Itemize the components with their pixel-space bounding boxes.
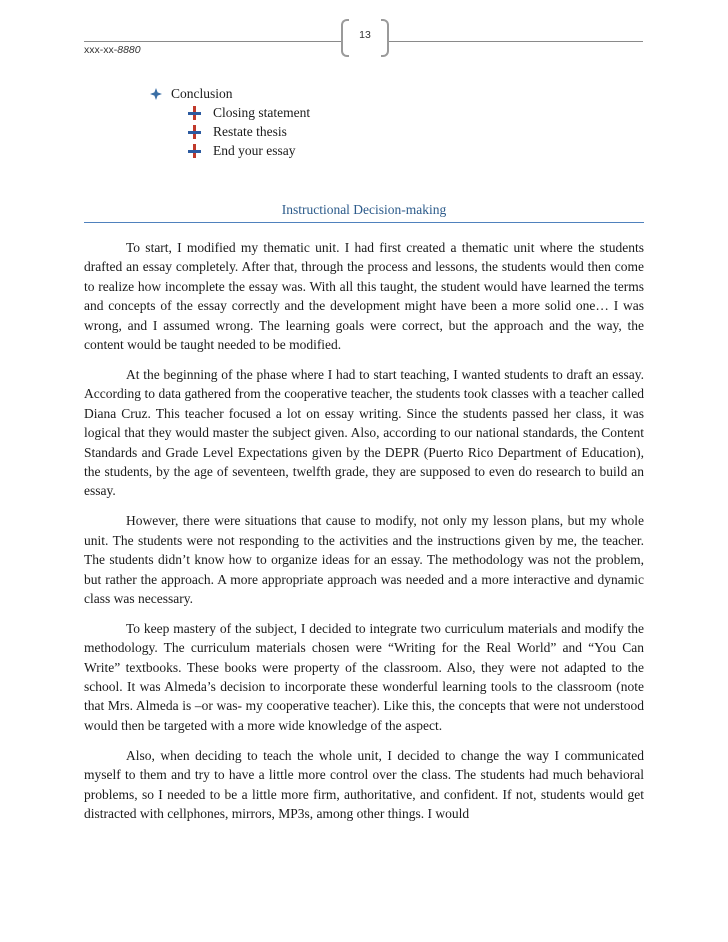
paragraph: To start, I modified my thematic unit. I had first created a thematic unit where the students drafted an essay completely. After that, through the process and lessons, the students would then come to realize how incomplete the essay was. With all this taught, the student would have learned the terms and concepts of the essay correctly and the development might have been a more solid one… I was wrong, and I assumed wrong. The learning goals were correct, but the approach and the way, the content would be taught needed to be modified.: [84, 240, 644, 353]
document-id-suffix: 8880: [117, 44, 141, 56]
outline-item: [188, 103, 310, 122]
section-rule: [84, 222, 644, 223]
conclusion-outline: [150, 84, 310, 160]
outline-heading: Conclusion: [171, 86, 233, 101]
paragraph: However, there were situations that cause to modify, not only my lesson plans, but my whole unit. The students were not responding to the activities and the instructions given by me, the teacher. The students didn’t know how to organize ideas for an essay. The methodology was not the problem, but rather the approach. A more appropriate approach was needed and a more interactive and dynamic class was necessary.: [84, 513, 644, 606]
arrow-bullet-icon: [188, 106, 201, 120]
outline-heading-row: [150, 84, 310, 103]
outline-item: [188, 141, 310, 160]
paragraph: At the beginning of the phase where I had to start teaching, I wanted students to draft an essay. According to data gathered from the cooperative teacher, the students took classes with a teacher called Diana Cruz. This teacher focused a lot on essay writing. Since the students passed her class, it was logical that they would master the subject given. Also, according to our national standards, the Content Standards and Grade Level Expectations given by the DEPR (Puerto Rico Department of Education), the students, by the age of seventeen, twelfth grade, they are supposed to even do research to build an essay.: [84, 366, 644, 499]
outline-item-label: Restate thesis: [213, 124, 287, 139]
page-number-box: [341, 19, 389, 59]
section-title: Instructional Decision-making: [281, 202, 447, 217]
body-text: [84, 238, 644, 834]
outline-sub-list: [150, 103, 310, 160]
outline-item-label: Closing statement: [213, 105, 311, 120]
document-id-prefix: xxx-xx-: [84, 44, 118, 56]
diamond-bullet-icon: [150, 88, 162, 100]
paragraph: To keep mastery of the subject, I decided to integrate two curriculum materials and modify the methodology. The curriculum materials chosen were “Writing for the Real World” and “You Can Write” textbooks. These books were property of the classroom. Also, they were not adapted to the school. It was Almeda’s decision to incorporate these wonderful learning tools to the classroom (note that Mrs. Almeda is –or was- my cooperative teacher). Like this, the concepts that were not understood would then be targeted with a more wide knowledge of the aspect.: [84, 620, 644, 733]
document-id: [84, 44, 141, 56]
outline-item: [188, 122, 310, 141]
page-number: 13: [359, 29, 371, 41]
arrow-bullet-icon: [188, 144, 201, 158]
outline-item-label: End your essay: [213, 143, 296, 158]
paragraph: Also, when deciding to teach the whole unit, I decided to change the way I communicated myself to them and try to have a little more control over the class. The students had much behavioral problems, so I needed to be a little more firm, authoritative, and confident. If not, students would get distracted with cellphones, mirrors, MP3s, among other things. I would: [84, 747, 644, 821]
arrow-bullet-icon: [188, 125, 201, 139]
page-header: [0, 0, 728, 60]
